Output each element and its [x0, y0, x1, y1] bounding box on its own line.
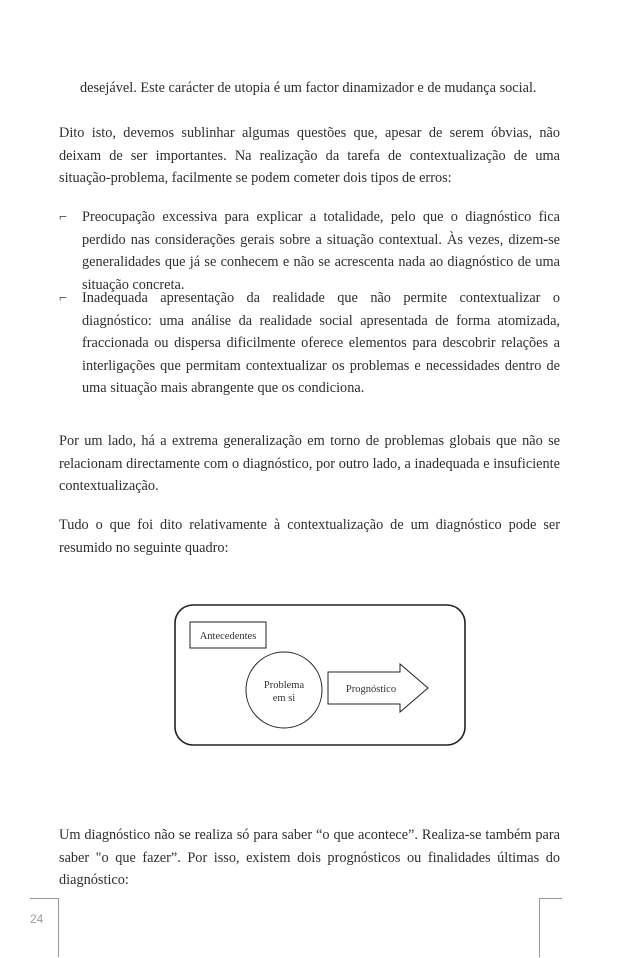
bullet-marker-1: ⌐	[59, 210, 67, 225]
paragraph-prognosis: Um diagnóstico não se realiza só para saber “o que acontece”. Realiza-se também para saber "o que fazer”. Por isso, existem dois prognósticos ou finalidades últimas do diagnóstico:	[59, 827, 560, 888]
page-number: 24	[30, 912, 44, 926]
problema-label-line2: em si	[272, 693, 296, 704]
paragraph-generalization: Por um lado, há a extrema generalização em torno de problemas globais que não se relacionam directamente com o diagnóstico, por outro lado, a inadequada e insuficiente contextualização.	[59, 433, 560, 494]
contextualization-diagram	[170, 600, 470, 750]
bullet-item-2: Inadequada apresentação da realidade que não permite contextualizar o diagnóstico: uma análise da realidade social apresentada de forma atomizada, fraccionada ou dispersa dificilmente oferece elementos para descobrir relações a interligações que permitam contextualizar os problemas e necessidades dentro de uma situação mais abrangente que os condiciona.	[82, 290, 560, 396]
paragraph-errors-intro: Dito isto, devemos sublinhar algumas questões que, apesar de serem óbvias, não deixam de ser importantes. Na realização da tarefa de contextualização de uma situação-problema, facilmente se podem cometer dois tipos de erros:	[59, 125, 560, 186]
bullet-marker-2: ⌐	[59, 291, 67, 306]
bullet-item-1: Preocupação excessiva para explicar a totalidade, pelo que o diagnóstico fica perdido nas considerações gerais sobre a situação contextual. Às vezes, dizem-se generalidades que já se conhecem e não se acrescenta nada ao diagnóstico de uma situação concreta.	[82, 209, 560, 293]
paragraph-continuation: desejável. Este carácter de utopia é um factor dinamizador e de mudança social.	[80, 80, 537, 96]
footer-right-corner-rule	[539, 898, 562, 957]
problema-label-line1: Problema	[263, 680, 305, 691]
paragraph-summary-intro: Tudo o que foi dito relativamente à contextualização de um diagnóstico pode ser resumido no seguinte quadro:	[59, 517, 560, 556]
antecedentes-label: Antecedentes	[199, 631, 257, 642]
prognostico-label: Prognóstico	[345, 684, 397, 695]
footer-left-corner-rule	[30, 898, 59, 957]
